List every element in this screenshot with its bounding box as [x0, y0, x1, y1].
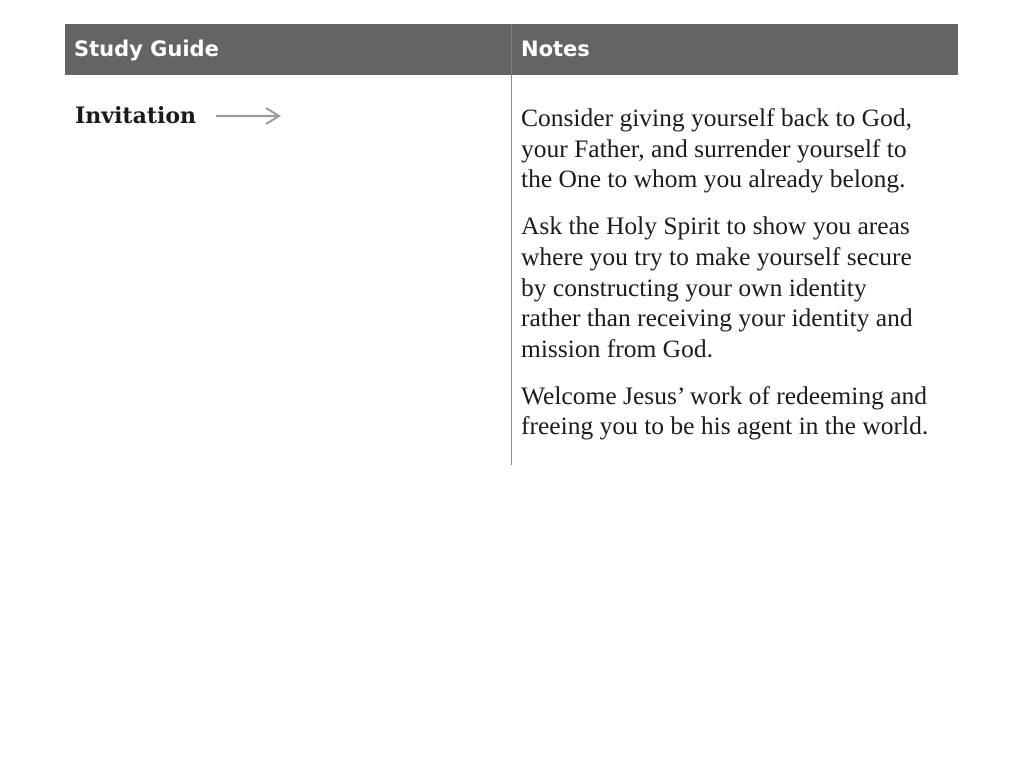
note-line: the One to whom you already belong.: [521, 164, 906, 194]
note-paragraph: [521, 381, 951, 442]
note-line: mission from God.: [521, 333, 713, 363]
header-divider: [511, 24, 512, 75]
note-line: by constructing your own identity: [521, 272, 867, 302]
section-label-invitation: Invitation: [75, 103, 197, 129]
right-arrow-icon: [214, 104, 284, 128]
note-line: freeing you to be his agent in the world.: [521, 411, 929, 441]
note-line: where you try to make yourself secure: [521, 241, 912, 271]
note-line: rather than receiving your identity and: [521, 303, 913, 333]
notes-column: [521, 103, 951, 458]
note-line: Consider giving yourself back to God,: [521, 103, 912, 132]
note-line: Welcome Jesus’ work of redeeming and: [521, 380, 928, 410]
study-guide-column: [75, 103, 495, 129]
note-paragraph: [521, 103, 951, 195]
table-header: [65, 24, 958, 75]
column-divider: [511, 75, 512, 465]
study-guide-header: Study Guide: [74, 37, 219, 61]
notes-header: Notes: [521, 37, 590, 61]
note-line: Ask the Holy Spirit to show you areas: [521, 211, 910, 241]
note-line: your Father, and surrender yourself to: [521, 133, 907, 163]
note-paragraph: [521, 211, 951, 365]
